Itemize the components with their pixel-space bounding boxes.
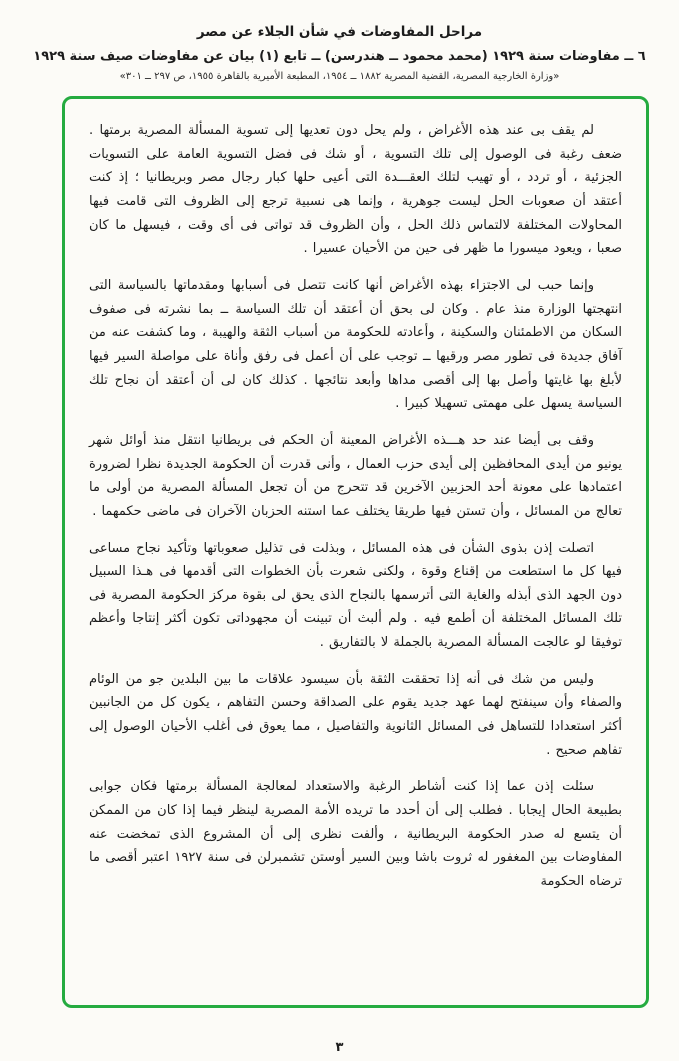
paragraph: اتصلت إذن بذوى الشأن فى هذه المسائل ، وبذلت فى تذليل صعوباتها وتأكيد نجاح مساعى فيها كل ما استطعت من إقناع وقوة ، ولكنى شعرت بأن الخطوات التى أقدمها فى هـذا السبيل دون الجهد الذى أبذله والغاية التى أترسمها بالنجاح الذى يحق لى بقوة مركز الحكومة المصرية فى تلك المسائل المختلفة أن أطمع فيه . ولم ألبث أن تبينت أن مجهوداتى تكون أكثر إنتاجا وأعظم توفيقا لو عالجت المسألة المصرية بالجملة لا بالتفاريق .: [89, 540, 622, 651]
paragraph: سئلت إذن عما إذا كنت أشاطر الرغبة والاستعداد لمعالجة المسألة برمتها فكان جوابى بطبيعة الحال إيجابا . فطلب إلى أن أحدد ما تريده الأمة المصرية لينظر فيما إذا كان من الممكن أن يتسع له صدر الحكومة البريطانية ، وألفت نظرى إلى أن المشروع الذى تمخضت عنه المفاوضات بين المغفور له ثروت باشا وبين السير أوستن تشمبرلن فى سنة ١٩٢٧ اعتبر أقصى ما ترضاه الحكومة: [89, 779, 622, 890]
page-number: ٣: [335, 1040, 344, 1055]
paragraph: وقف بى أيضا عند حد هـــذه الأغراض المعينة أن الحكم فى بريطانيا انتقل منذ أوائل شهر يونيو من أيدى المحافظين إلى أيدى حزب العمال ، وأنى قدرت أن الحكومة الجديدة نظرا لضرورة اعتمادها على معونة أحد الحزبين الآخرين قد تتحرج من أن تجعل المسألة المصرية من أولى ما تعالج من المسائل ، وأن تستن فيها طريقا يختلف عما استنه الحزبان الآخران فى ماضى حكمهما .: [89, 432, 622, 519]
document-title: مراحل المفاوضات في شأن الجلاء عن مصر: [196, 24, 483, 40]
green-border-frame: [62, 96, 649, 1008]
document-header: [0, 0, 679, 82]
paragraph: لم يقف بى عند هذه الأغراض ، ولم يحل دون تعديها إلى تسوية المسألة المصرية برمتها . ضعف رغبة فى الوصول إلى تلك التسوية ، أو شك فى فضل التسوية العامة على التسويات الجزئية ، أو تردد ، أو تهيب لتلك العقـــدة التى أعيى حلها كبار رجال مصر وبريطانيا ؛ إذ كنت أعتقد أن صعوبات الحل ليست جوهرية ، وإنما هى نسبية ترجع إلى الظروف التى قامت فيها المحاولات المختلفة لالتماس ذلك الحل ، وأن الظروف قد تواتى فى أى وقت ، فيسهل ما كان صعبا ، ويعود ميسورا ما ظهر فى حين من الأحيان عسيرا .: [89, 123, 622, 257]
paragraph: وإنما حبب لى الاجتزاء بهذه الأغراض أنها كانت تتصل فى أسبابها ومقدماتها بالسياسة التى انتهجتها الوزارة منذ عام . وكان لى بحق أن أعتقد أن تلك السياسة ــ بما نشرته فى صفوف السكان من الاطمئنان والسكينة ، وأعادته للحكومة من أسباب الثقة والهيبة ، وما كشفت عنه من آفاق جديدة فى تطور مصر ورقيها ــ توجب على أن أعمل فى رفق وأناة على مواصلة السير فيها لأبلغ بها غايتها وأصل بها إلى أقصى مداها وأبعد نتائجها . كذلك كان لى أن أعتقد أن نجاح تلك السياسة يسهل على مهمتى تسهيلا كبيرا .: [89, 277, 622, 412]
paragraph: وليس من شك فى أنه إذا تحققت الثقة بأن سيسود علاقات ما بين البلدين جو من الوئام والصفاء وأن سينفتح لهما عهد جديد يقوم على الصداقة وحسن التفاهم ، يكون كل من الجانبين أكثر استعدادا للتساهل فى المسائل الثانوية والتفاصيل ، مما يعوق فى أغلب الأحيان الوصول إلى تفاهم صحيح .: [89, 671, 622, 758]
document-source-citation: «وزارة الخارجية المصرية، القضية المصرية ١٨٨٢ ــ ١٩٥٤، المطبعة الأميرية بالقاهرة ١٩٥٥، ص ٢٩٧ ــ ٣٠١»: [119, 71, 560, 82]
document-subtitle: ٦ ــ مفاوضات سنة ١٩٢٩ (محمد محمود ــ هندرسن) ــ تابع (١) بيان عن مفاوضات صيف سنة ١٩٢٩: [33, 49, 646, 64]
